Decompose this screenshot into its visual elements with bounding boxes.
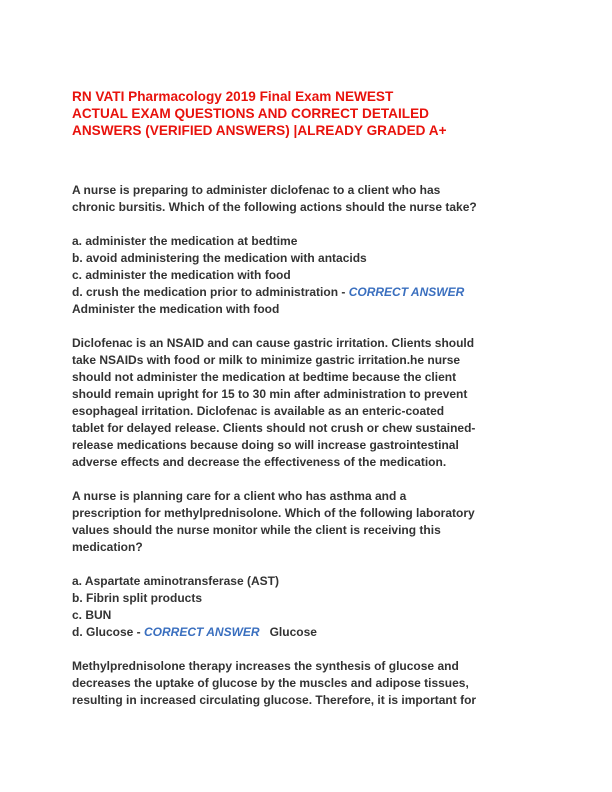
explanation-line: esophageal irritation. Diclofenac is available as an enteric-coated <box>72 404 445 418</box>
document-title <box>72 88 552 139</box>
explanation-line: decreases the uptake of glucose by the muscles and adipose tissues, <box>72 676 469 690</box>
question-line: A nurse is preparing to administer diclofenac to a client who has <box>72 183 441 197</box>
option-d <box>72 624 552 641</box>
option-d-text: d. crush the medication prior to administration - <box>72 285 349 299</box>
document-body <box>72 182 552 709</box>
explanation-1 <box>72 335 552 471</box>
question-line: prescription for methylprednisolone. Which of the following laboratory <box>72 506 475 520</box>
explanation-line: resulting in increased circulating glucose. Therefore, it is important for <box>72 693 477 707</box>
question-2-options <box>72 573 552 641</box>
answer-text: Administer the medication with food <box>72 302 280 316</box>
correct-answer-label: CORRECT ANSWER <box>144 625 260 639</box>
question-2 <box>72 488 552 556</box>
question-line: A nurse is planning care for a client who has asthma and a <box>72 489 407 503</box>
explanation-line: tablet for delayed release. Clients should not crush or chew sustained- <box>72 421 476 435</box>
explanation-line: Methylprednisolone therapy increases the synthesis of glucose and <box>72 659 459 673</box>
question-1 <box>72 182 552 216</box>
option-b: b. avoid administering the medication with antacids <box>72 251 367 265</box>
explanation-line: Diclofenac is an NSAID and can cause gastric irritation. Clients should <box>72 336 475 350</box>
question-line: chronic bursitis. Which of the following actions should the nurse take? <box>72 200 477 214</box>
answer-text: Glucose <box>269 625 317 639</box>
title-line: ANSWERS (VERIFIED ANSWERS) |ALREADY GRADED A+ <box>72 123 447 138</box>
explanation-line: take NSAIDs with food or milk to minimize gastric irritation.he nurse <box>72 353 461 367</box>
title-line: ACTUAL EXAM QUESTIONS AND CORRECT DETAILED <box>72 106 429 121</box>
question-line: medication? <box>72 540 143 554</box>
question-1-options <box>72 233 552 318</box>
title-line: RN VATI Pharmacology 2019 Final Exam NEWEST <box>72 89 394 104</box>
explanation-line: should not administer the medication at bedtime because the client <box>72 370 457 384</box>
question-line: values should the nurse monitor while the client is receiving this <box>72 523 441 537</box>
option-a: a. Aspartate aminotransferase (AST) <box>72 574 279 588</box>
option-d <box>72 284 552 301</box>
option-d-text: d. Glucose - <box>72 625 145 639</box>
explanation-line: release medications because doing so will increase gastrointestinal <box>72 438 459 452</box>
explanation-line: adverse effects and decrease the effectiveness of the medication. <box>72 455 447 469</box>
explanation-2 <box>72 658 552 709</box>
explanation-line: should remain upright for 15 to 30 min after administration to prevent <box>72 387 468 401</box>
option-c: c. administer the medication with food <box>72 268 291 282</box>
correct-answer-label: CORRECT ANSWER <box>348 285 465 299</box>
option-b: b. Fibrin split products <box>72 591 202 605</box>
option-c: c. BUN <box>72 608 112 622</box>
option-a: a. administer the medication at bedtime <box>72 234 298 248</box>
